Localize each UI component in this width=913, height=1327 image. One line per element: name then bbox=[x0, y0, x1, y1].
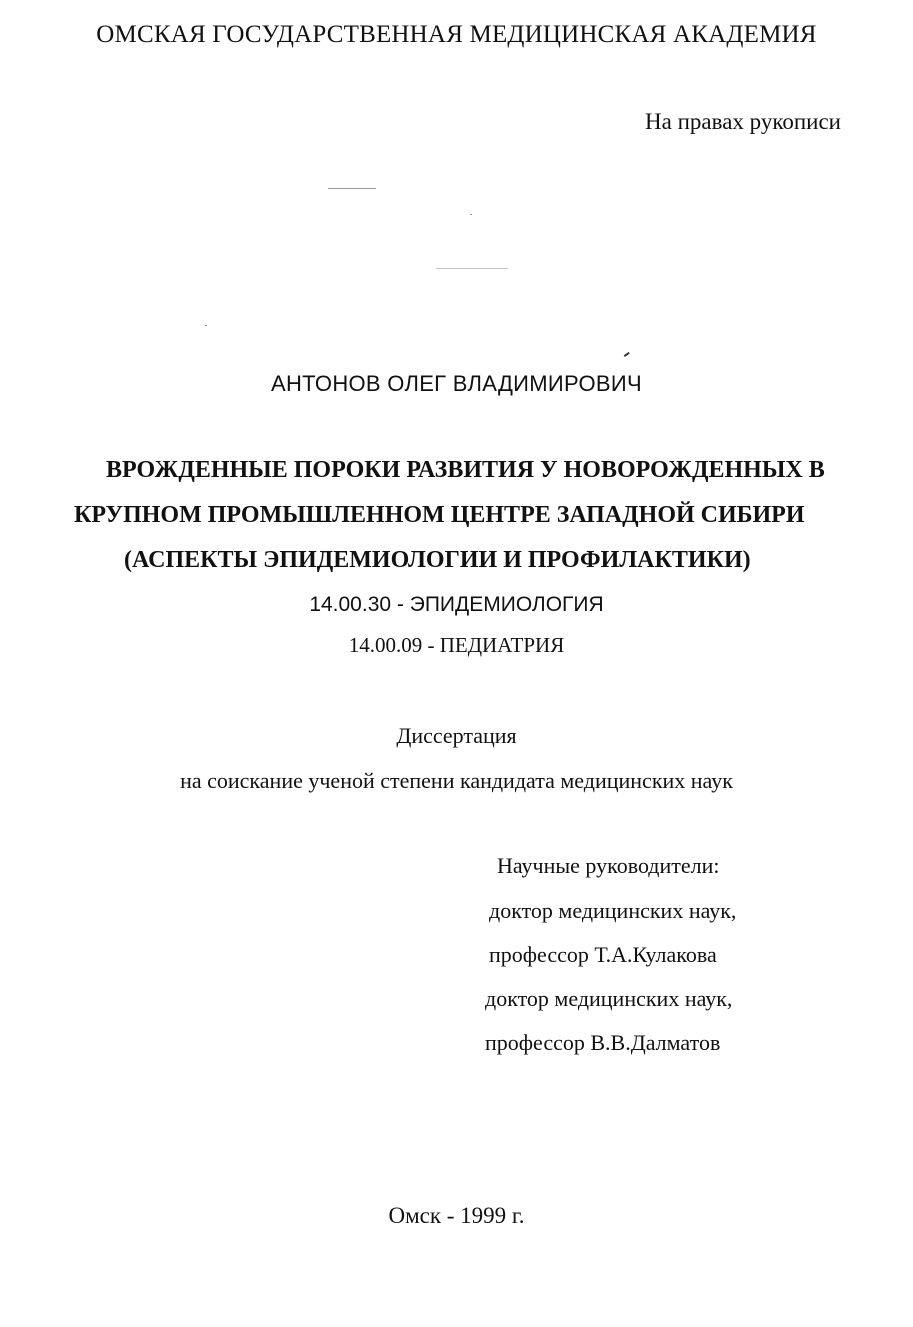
specialty-code: 14.00.09 - ПЕДИАТРИЯ bbox=[348, 633, 565, 657]
manuscript-note: На правах рукописи bbox=[645, 109, 841, 134]
scan-speck bbox=[205, 325, 207, 326]
institution-name: ОМСКАЯ ГОСУДАРСТВЕННАЯ МЕДИЦИНСКАЯ АКАДЕМИЯ bbox=[96, 21, 817, 48]
supervisor-line: доктор медицинских наук, bbox=[485, 986, 733, 1011]
dissertation-title-line-2: КРУПНОМ ПРОМЫШЛЕННОМ ЦЕНТРЕ ЗАПАДНОЙ СИБИРИ bbox=[74, 502, 805, 528]
specialty-code: 14.00.30 - ЭПИДЕМИОЛОГИЯ bbox=[309, 593, 604, 616]
supervisors-heading: Научные руководители: bbox=[497, 853, 720, 878]
scan-speck bbox=[470, 214, 472, 215]
scan-speck bbox=[328, 188, 376, 189]
supervisor-line: доктор медицинских наук, bbox=[489, 898, 737, 923]
author-name: АНТОНОВ ОЛЕГ ВЛАДИМИРОВИЧ bbox=[271, 371, 642, 396]
dissertation-title-line-3: (АСПЕКТЫ ЭПИДЕМИОЛОГИИ И ПРОФИЛАКТИКИ) bbox=[124, 547, 751, 573]
supervisor-line: профессор Т.А.Кулакова bbox=[489, 942, 717, 967]
place-and-year: Омск - 1999 г. bbox=[388, 1203, 525, 1228]
degree-statement: на соискание ученой степени кандидата медицинских наук bbox=[180, 768, 733, 793]
document-type: Диссертация bbox=[396, 723, 517, 748]
scan-speck bbox=[436, 268, 508, 269]
pen-mark bbox=[620, 347, 630, 357]
supervisor-line: профессор В.В.Далматов bbox=[485, 1030, 721, 1055]
dissertation-title-line-1: ВРОЖДЕННЫЕ ПОРОКИ РАЗВИТИЯ У НОВОРОЖДЕННЫХ В bbox=[106, 457, 825, 483]
